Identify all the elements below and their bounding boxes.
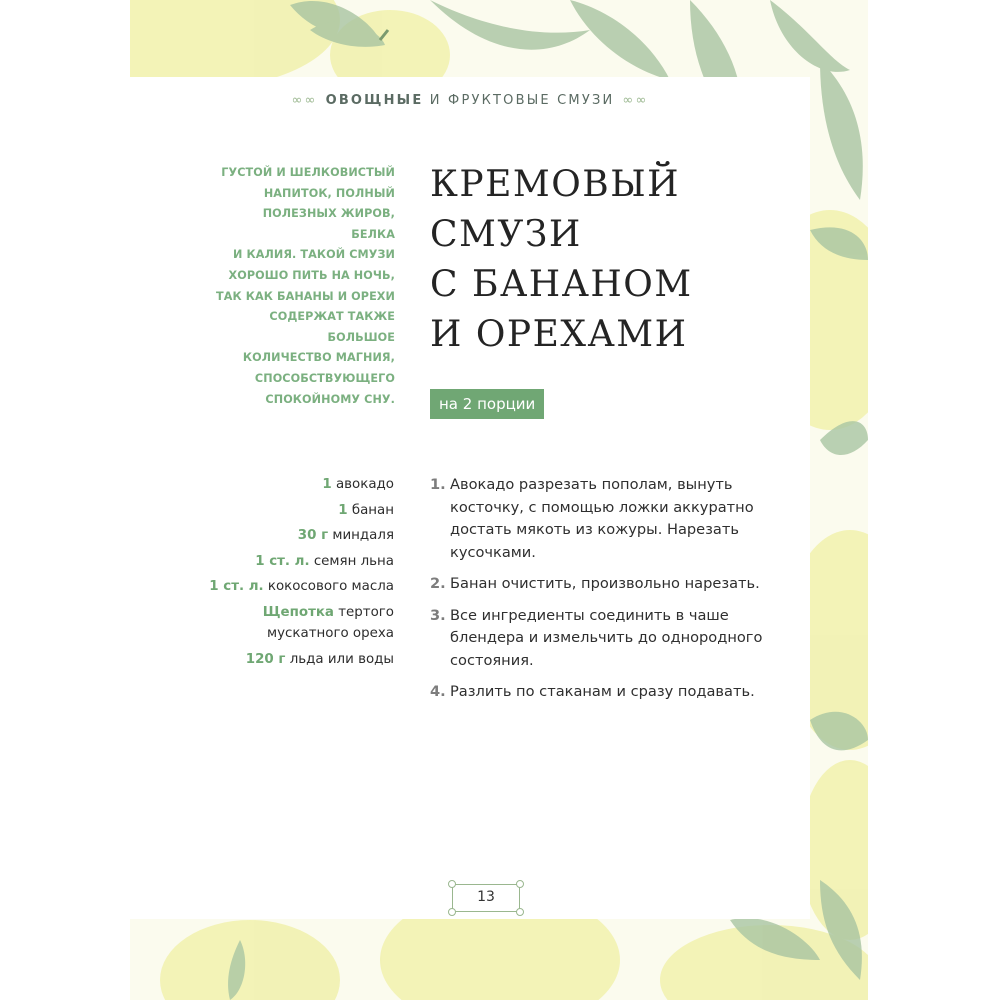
ingredient-item: [190, 525, 394, 546]
step-number: 1.: [430, 476, 446, 493]
intro-line: ТАК КАК БАНАНЫ И ОРЕХИ: [215, 289, 395, 303]
intro-line: ГУСТОЙ И ШЕЛКОВИСТЫЙ: [221, 166, 395, 179]
intro-line: КОЛИЧЕСТВО МАГНИЯ,: [242, 351, 395, 365]
ingredient-text: льда или воды: [289, 651, 394, 667]
ingredient-item: [190, 602, 394, 644]
ingredient-qty: 1: [322, 477, 332, 492]
ingredient-text: семян льна: [313, 553, 394, 569]
ingredient-qty: 1: [338, 502, 348, 518]
intro-line: СПОКОЙНОМУ СНУ.: [265, 392, 395, 406]
frame-corner-icon: [516, 908, 524, 916]
step-number: 3.: [430, 606, 446, 624]
title-line: С БАНАНОМ: [430, 264, 693, 305]
ingredient-qty: 120 г: [245, 651, 286, 667]
intro-line: НАПИТОК, ПОЛНЫЙ: [263, 186, 395, 200]
intro-text: [215, 163, 395, 410]
title-line: СМУЗИ: [430, 214, 582, 255]
ornament-left-icon: ∞∞: [291, 93, 318, 108]
page-number-value: 13: [477, 889, 495, 905]
ingredient-text: банан: [351, 502, 394, 518]
step-item: [430, 681, 790, 704]
ingredient-item: [190, 576, 394, 597]
ingredient-item: [190, 474, 394, 495]
intro-line: ХОРОШО ПИТЬ НА НОЧЬ,: [228, 268, 395, 282]
ingredient-text: авокадо: [335, 477, 394, 492]
ingredient-text: тертого мускатного ореха: [267, 604, 394, 641]
title-line: И ОРЕХАМИ: [430, 314, 688, 355]
header-title-rest: И ФРУКТОВЫЕ СМУЗИ: [429, 93, 615, 108]
step-text: Авокадо разрезать пополам, вынуть косточку, с помощью ложки аккуратно достать мякоть из кожуры. Нарезать кусочками.: [450, 476, 754, 561]
step-text: Разлить по стаканам и сразу подавать.: [450, 683, 755, 700]
ingredient-text: миндаля: [332, 528, 394, 544]
ingredient-item: [190, 500, 394, 521]
intro-line: И КАЛИЯ. ТАКОЙ СМУЗИ: [233, 248, 395, 262]
frame-corner-icon: [448, 908, 456, 916]
ingredients-list: [190, 474, 394, 674]
ingredient-item: [190, 649, 394, 670]
page-number: [452, 884, 520, 912]
ingredient-text: кокосового масла: [267, 579, 394, 595]
intro-line: СОДЕРЖАТ ТАКЖЕ БОЛЬШОЕ: [269, 310, 395, 344]
ingredient-qty: 30 г: [297, 528, 329, 544]
step-item: [430, 474, 790, 564]
step-number: 2.: [430, 575, 446, 592]
header-title-bold: ОВОЩНЫЕ: [325, 93, 424, 108]
ingredient-qty: 1 ст. л.: [209, 579, 264, 595]
step-number: 4.: [430, 683, 446, 700]
step-text: Банан очистить, произвольно нарезать.: [450, 575, 760, 592]
step-text: Все ингредиенты соединить в чаше блендера и измельчить до однородного состояния.: [450, 606, 763, 669]
ingredient-item: [190, 551, 394, 572]
step-item: [430, 573, 790, 596]
servings-badge: на 2 порции: [430, 389, 544, 419]
ornament-right-icon: ∞∞: [622, 93, 649, 108]
steps-list: [430, 474, 790, 713]
section-header: [130, 90, 810, 112]
intro-line: ПОЛЕЗНЫХ ЖИРОВ, БЕЛКА: [262, 207, 395, 241]
frame-corner-icon: [516, 880, 524, 888]
ingredient-qty: 1 ст. л.: [255, 553, 310, 569]
title-line: КРЕМОВЫЙ: [430, 164, 681, 205]
frame-corner-icon: [448, 880, 456, 888]
step-item: [430, 605, 790, 673]
recipe-title: [430, 160, 770, 360]
intro-line: СПОСОБСТВУЮЩЕГО: [254, 371, 395, 385]
ingredient-qty: Щепотка: [262, 604, 334, 620]
